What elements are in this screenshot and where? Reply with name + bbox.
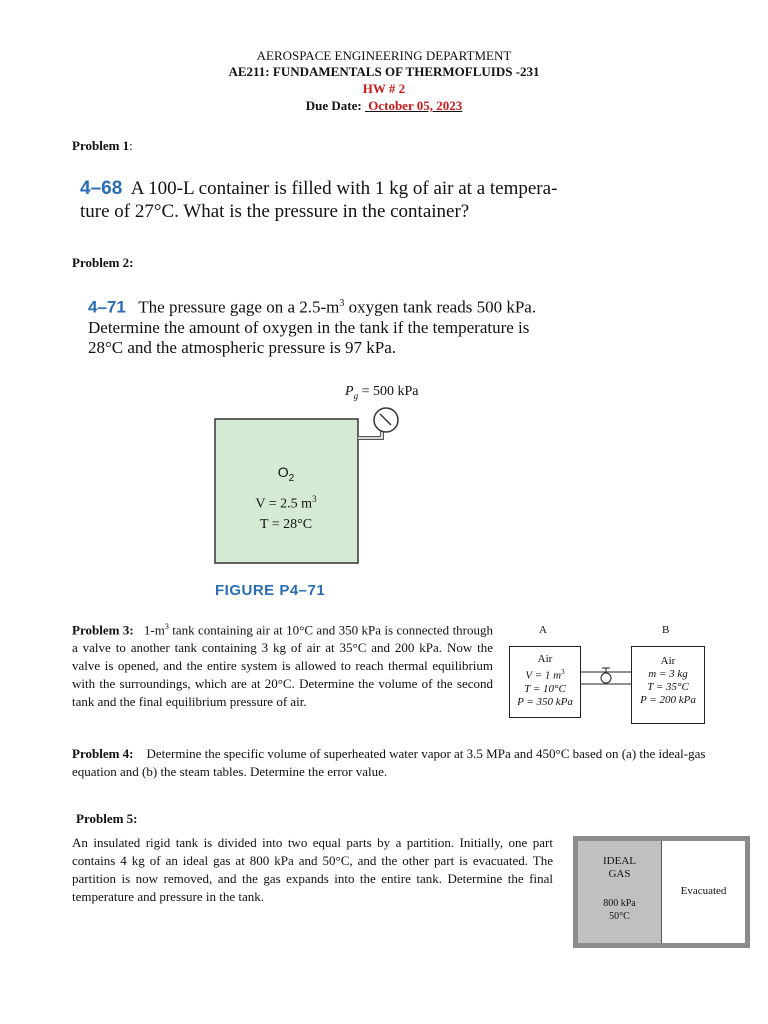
problem5-label: Problem 5: (76, 811, 138, 826)
due-date-line (0, 98, 768, 114)
problem1-line2: ture of 27°C. What is the pressure in the container? (80, 201, 470, 222)
problem3-text-a: 1-m (143, 622, 165, 638)
problem2-line1a: The pressure gage on a 2.5-m (138, 297, 340, 317)
tank-b-pressure: P = 200 kPa (640, 694, 696, 706)
hw-number: HW # 2 (362, 81, 406, 96)
tank-a-temperature: T = 10°C (524, 682, 566, 695)
problem3-statement: Problem 3: $1-m^3$ tank containing air at 10°C and 350 kPa is connected through a valve to another tank containing 3 kg of air at 35°C and 200 kPa. Now the valve is opened, and the entire system is allowed to reach thermal equilibrium with the surroundings, which are at 20°C. Determine the volume of the second tank and the final equilibrium pressure of air. (72, 622, 494, 710)
gage-reading-label (345, 384, 418, 401)
problem5-text: An insulated rigid tank is divided into two equal parts by a partition. Initially, one part contains 4 kg of an ideal gas at 800 kPa and 50°C, and the other part is evacuated. The partition is now removed, and the gas expands into the entire tank. Determine the final temperature and pressure in the tank. (72, 835, 553, 904)
tank-b (631, 646, 705, 724)
gas-pressure: 800 kPa (603, 898, 636, 909)
tank-b-gas: Air (660, 655, 676, 667)
gage-value: = 500 kPa (361, 384, 419, 399)
evacuated-label: Evacuated (680, 885, 727, 897)
gas-label-line1: IDEAL (603, 855, 636, 867)
problem1-statement (80, 177, 640, 223)
tank-temperature: T = 28°C (259, 517, 313, 533)
problem1-label: Problem 1 (72, 138, 130, 153)
problem3-label: Problem 3: (72, 622, 134, 638)
tank-volume: V = 2.5 $m^3$ (255, 493, 317, 512)
gage-pipe (358, 430, 382, 438)
problem1-number: 4–68 (80, 178, 123, 199)
ideal-gas-compartment (578, 841, 661, 943)
problem2-line2: Determine the amount of oxygen in the tank if the temperature is (88, 317, 530, 337)
problem1-line1: A 100-L container is filled with 1 kg of air at a tempera- (130, 178, 558, 199)
course-title: AE211: FUNDAMENTALS OF THERMOFLUIDS -231 (228, 64, 540, 79)
gage-subscript: g (353, 390, 359, 401)
due-date-value: October 05, 2023 (368, 98, 463, 113)
problem4-text: Determine the specific volume of superheated water vapor at 3.5 MPa and 450°C based on (a) the ideal-gas equation and (b) the steam tables. Determine the error value. (72, 746, 706, 779)
tank-a-pressure: P = 350 kPa (517, 695, 573, 708)
evacuated-compartment (661, 841, 745, 943)
tank-a-volume: V = 1 $m^3$ (525, 668, 565, 682)
problem2-line3: 28°C and the atmospheric pressure is 97 kPa. (88, 337, 397, 357)
tank-a (509, 646, 581, 718)
figure-caption: FIGURE P4–71 (215, 582, 326, 599)
problem1-heading (72, 138, 133, 154)
tank-properties (225, 462, 347, 535)
tank-b-mass: m = 3 kg (648, 668, 688, 680)
problem1-colon: : (129, 138, 133, 153)
problem2-number: 4–71 (88, 297, 126, 317)
tank-a-gas: Air (537, 653, 553, 665)
problem2-label: Problem 2: (72, 255, 134, 270)
problem2-statement: 4–71 The pressure gage on a $2.5-m^3$ oxygen tank reads 500 kPa. Determine the amount of oxygen in the tank if the temperature is 28°C and the atmospheric pressure is 97 kPa. (88, 294, 608, 358)
valve-icon (601, 673, 611, 683)
insulated-tank (573, 836, 750, 948)
due-date-label: Due Date: (305, 98, 362, 113)
department-title: AEROSPACE ENGINEERING DEPARTMENT (256, 48, 512, 63)
gage-symbol: P (345, 384, 354, 399)
tank-a-title: A (539, 624, 547, 636)
gas-label-line2: GAS (608, 868, 631, 880)
tank-gas: $O_2$ (277, 464, 295, 484)
tank-b-title: B (662, 624, 670, 636)
problem4-statement (72, 745, 732, 781)
problem4-label: Problem 4: (72, 746, 134, 761)
problem2-line1b: oxygen tank reads 500 kPa. (344, 297, 537, 317)
problem3-text-b: tank containing air at 10°C and 350 kPa is connected through a valve to another tank containing 3 kg of air at 35°C and 200 kPa. Now the valve is opened, and the entire system is allowed to reach thermal equilibrium with the surroundings, which are at 20°C. Determine the volume of the second tank and the final equilibrium pressure of air. (72, 622, 494, 710)
gas-temperature: 50°C (609, 911, 630, 922)
tank-b-temperature: T = 35°C (647, 681, 689, 693)
